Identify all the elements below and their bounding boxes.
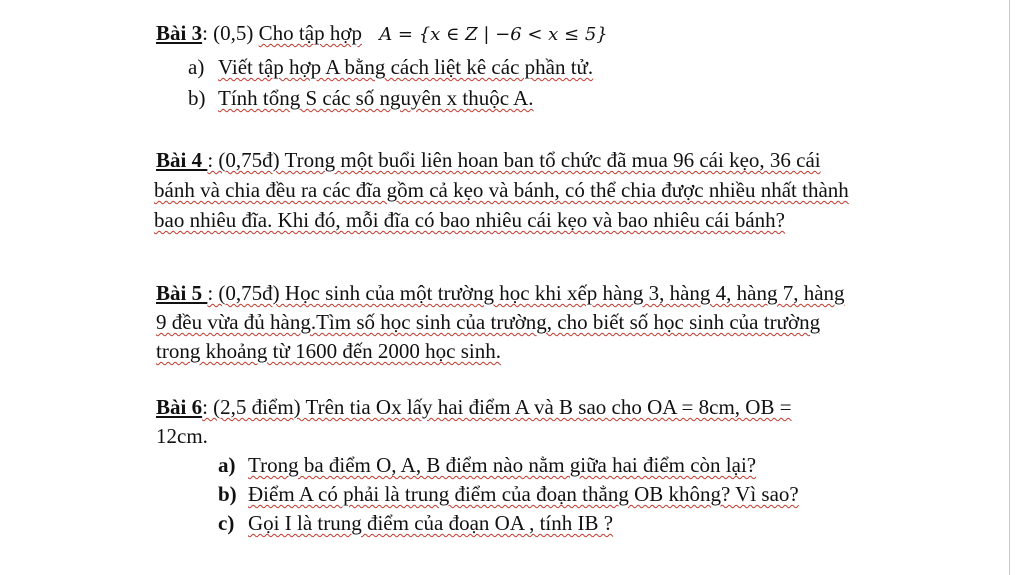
bai4-line-3 xyxy=(154,205,785,235)
bai5-line-1 xyxy=(156,278,845,308)
item-marker: b) xyxy=(188,86,206,110)
item-text: Viết tập hợp A bằng cách liệt kê các phần tử. xyxy=(218,55,594,79)
item-marker: a) xyxy=(218,453,236,477)
bai6-item-a xyxy=(218,450,756,480)
bai5-line-3 xyxy=(156,336,501,366)
bai3-item-b xyxy=(188,83,534,113)
bai4-text-2: bánh và chia đều ra các đĩa gồm cả kẹo và bánh, có thể chia được nhiều nhất thành xyxy=(154,178,849,202)
bai4-text-1: : (0,75đ) Trong một buổi liên hoan ban tổ chức đã mua 96 cái kẹo, 36 cái xyxy=(207,148,821,172)
item-text: Điểm A có phải là trung điểm của đoạn thẳng OB không? Vì sao? xyxy=(248,482,799,506)
bai6-item-c xyxy=(218,508,613,538)
item-marker: b) xyxy=(218,482,237,506)
bai6-text-1: : (2,5 điểm) Trên tia Ox lấy hai điểm A và B sao cho OA = 8cm, OB = xyxy=(202,395,792,419)
item-text: Tính tổng S các số nguyên x thuộc A. xyxy=(218,86,534,110)
bai5-line-2 xyxy=(156,307,820,337)
item-text: Trong ba điểm O, A, B điểm nào nằm giữa hai điểm còn lại? xyxy=(248,453,757,477)
bai5-label: Bài 5 xyxy=(156,281,208,305)
bai4-label: Bài 4 xyxy=(156,148,208,172)
item-marker: a) xyxy=(188,55,205,79)
bai5-text-2: 9 đều vừa đủ hàng.Tìm số học sinh của trường, cho biết số học sinh của trường xyxy=(156,310,821,334)
bai6-text-2: 12cm. xyxy=(156,424,208,448)
bai6-item-b xyxy=(218,479,799,509)
bai3-heading xyxy=(156,18,608,50)
bai3-item-a xyxy=(188,52,593,82)
bai6-line-1 xyxy=(156,392,792,422)
bai6-label: Bài 6 xyxy=(156,395,203,419)
bai5-text-3: trong khoảng từ 1600 đến 2000 học sinh. xyxy=(156,339,502,363)
bai6-line-2 xyxy=(156,421,208,451)
bai3-math-set: A = {x ∈ Z | −6 < x ≤ 5} xyxy=(379,24,608,45)
bai4-line-1 xyxy=(156,145,821,175)
bai5-text-1: : (0,75đ) Học sinh của một trường học khi xếp hàng 3, hàng 4, hàng 7, hàng xyxy=(207,281,845,305)
bai4-text-3: bao nhiêu đĩa. Khi đó, mỗi đĩa có bao nhiêu cái kẹo và bao nhiêu cái bánh? xyxy=(154,208,785,232)
item-marker: c) xyxy=(218,511,235,535)
bai3-text: Cho tập hợp xyxy=(258,21,362,45)
item-text: Gọi I là trung điểm của đoạn OA , tính IB ? xyxy=(248,511,614,535)
bai4-line-2 xyxy=(154,175,849,205)
bai3-points: : (0,5) xyxy=(202,21,259,45)
bai3-label: Bài 3 xyxy=(156,21,203,45)
